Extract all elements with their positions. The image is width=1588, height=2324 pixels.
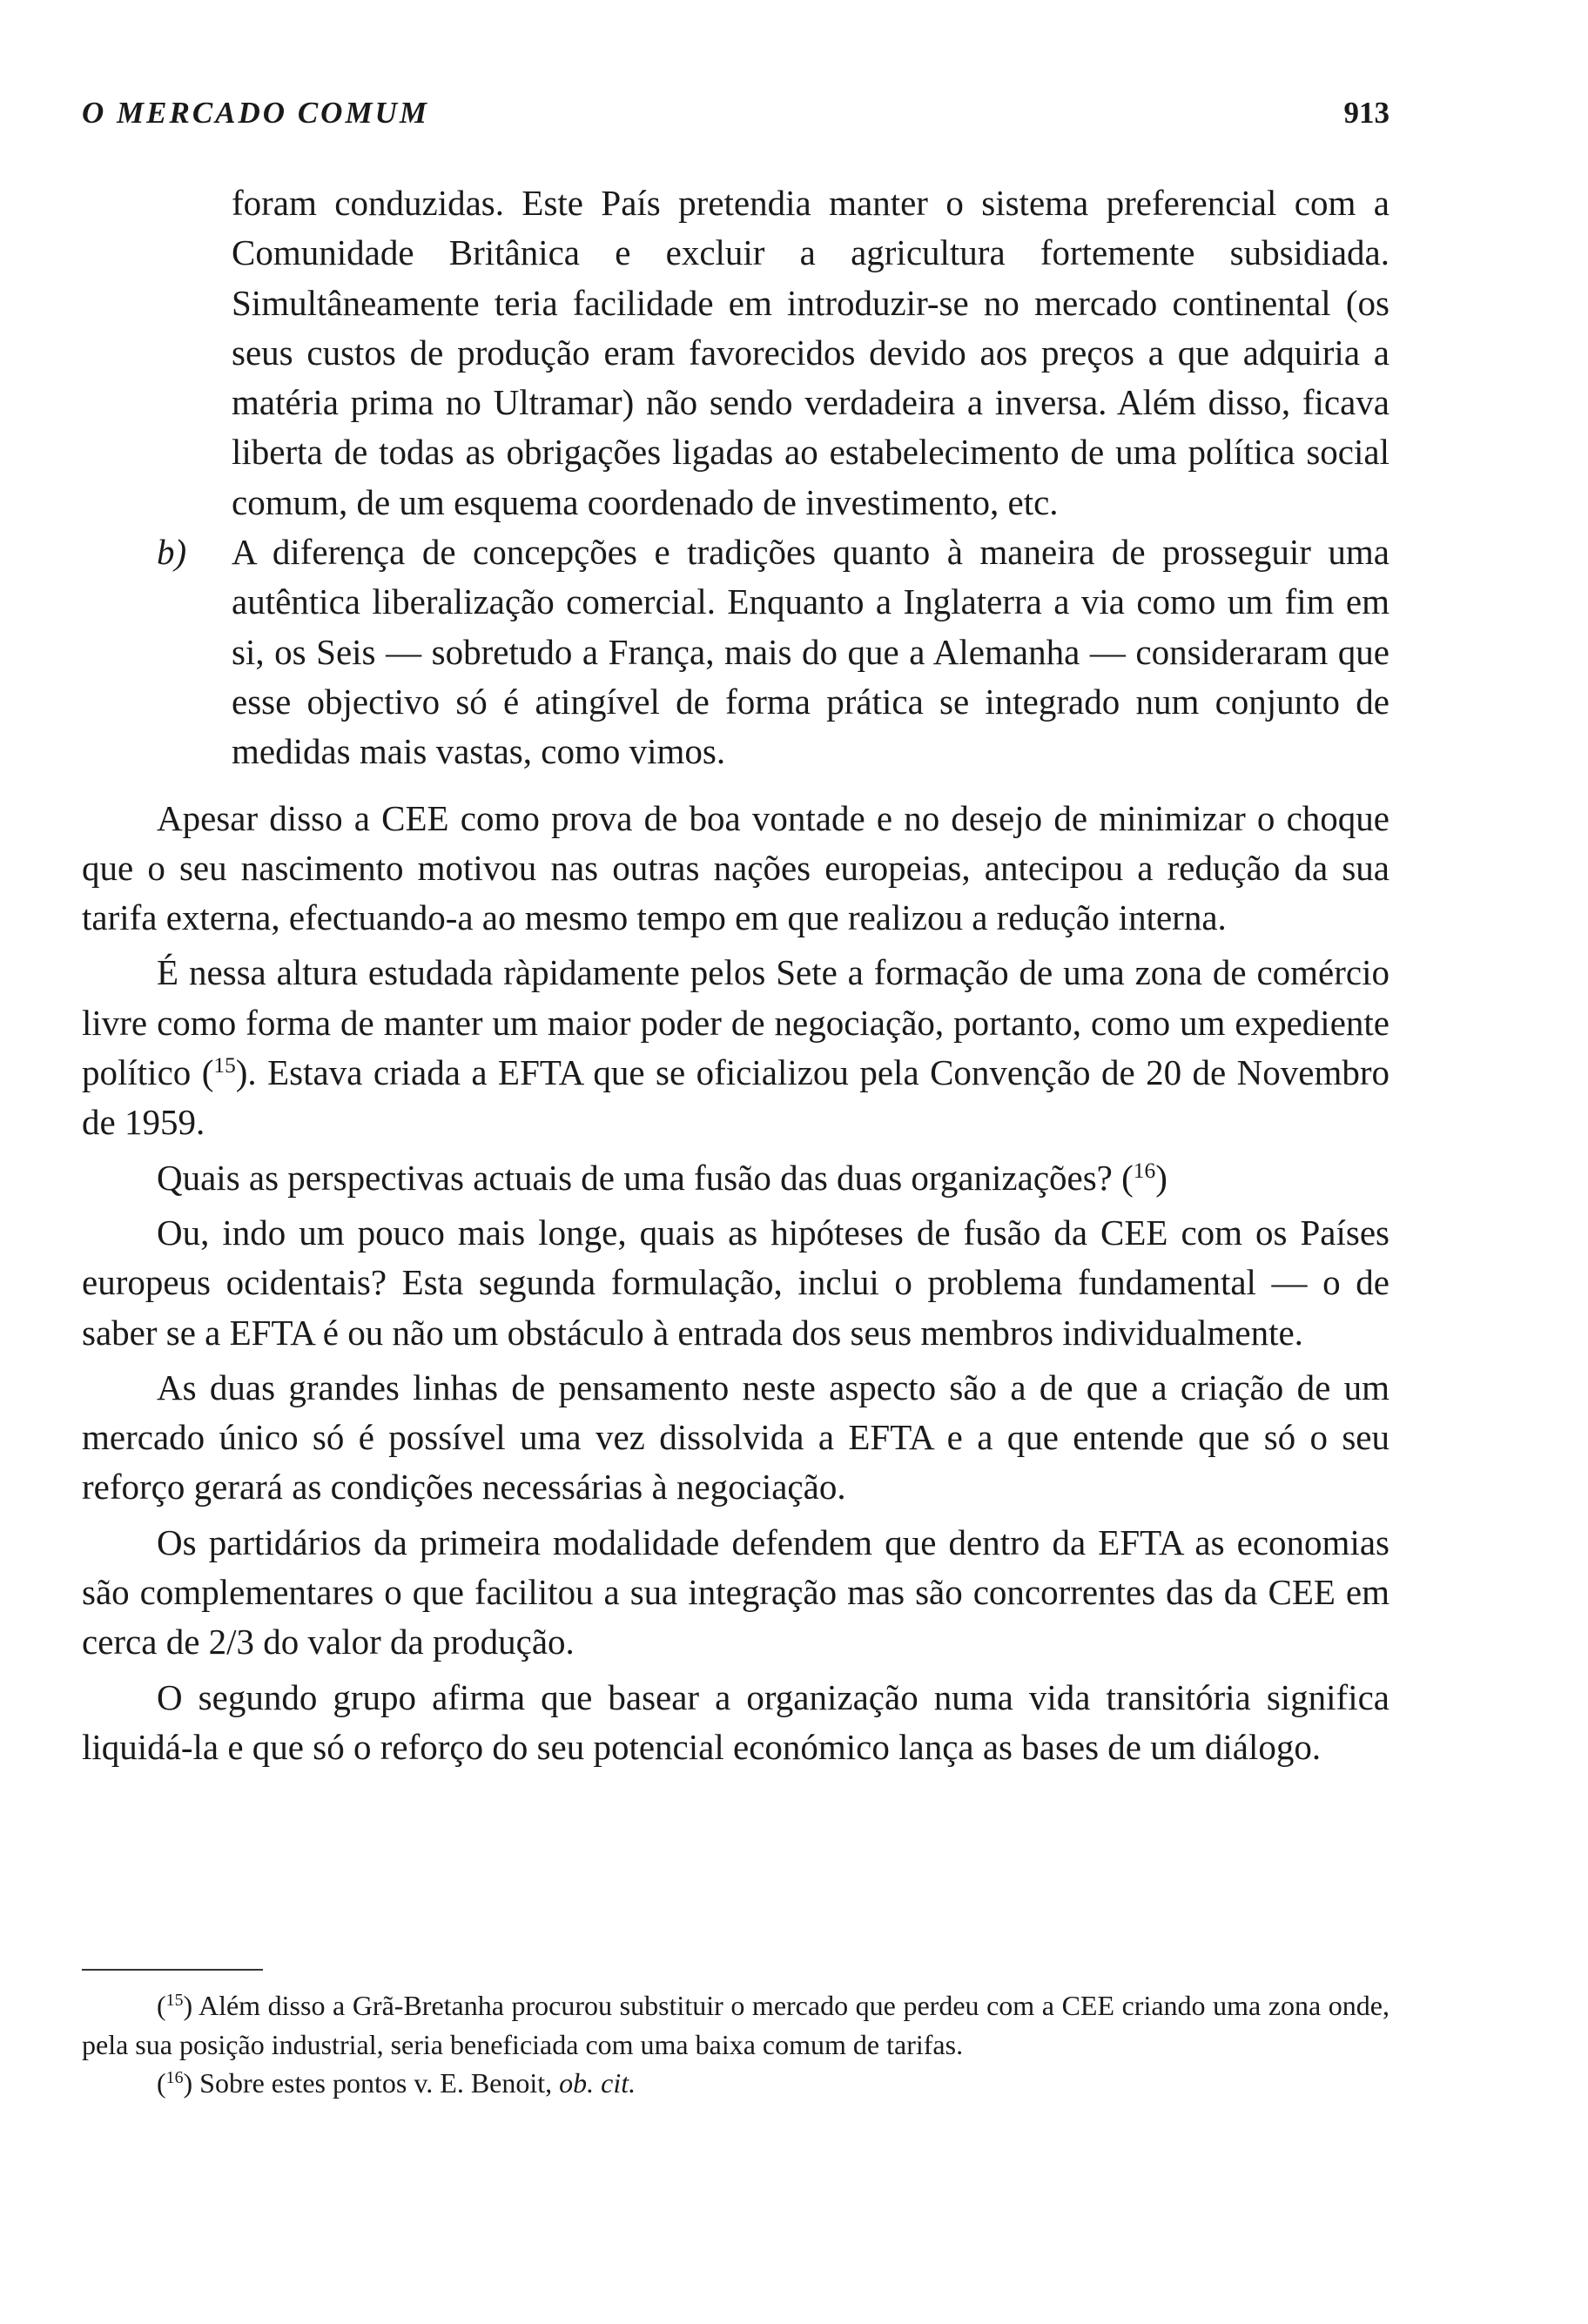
paragraph-2-text-b: ). Estava criada a EFTA que se oficializou pela Convenção de 20 de Novembro de 1959. xyxy=(82,1052,1390,1143)
footnote-ref-16: 16 xyxy=(1133,1158,1156,1183)
body-text xyxy=(82,178,1390,1772)
footnote-15-text: Além disso a Grã-Bretanha procurou substituir o mercado que perdeu com a CEE criando uma zona onde, pela sua posição industrial, seria beneficiada com uma baixa comum de tarifas. xyxy=(82,1990,1390,2060)
running-title: O MERCADO COMUM xyxy=(82,96,429,130)
footnote-15-number: 15 xyxy=(165,1991,184,2011)
paragraph-6: Os partidários da primeira modalidade defendem que dentro da EFTA as economias são complementares o que facilitou a sua integração mas são concorrentes das da CEE em cerca de 2/3 do valor da produção. xyxy=(82,1521,1390,1662)
paragraph-7: O segundo grupo afirma que basear a organização numa vida transitória significa liquidá-la e que só o reforço do seu potencial económico lança as bases de um diálogo. xyxy=(82,1676,1390,1767)
footnote-15: ($^{15}$) Além disso a Grã-Bretanha procurou substituir o mercado que perdeu com a CEE criando uma zona onde, pela sua posição industrial, seria beneficiada com uma baixa comum de tarifas. xyxy=(82,1990,1390,2060)
page-number: 913 xyxy=(1343,96,1390,130)
footnote-16-text: Sobre estes pontos v. E. Benoit, xyxy=(199,2067,553,2099)
footnote-16-number: 16 xyxy=(165,2068,184,2088)
list-item-marker: b) xyxy=(157,532,187,573)
footnotes xyxy=(82,1986,1390,2103)
paragraph-1: Apesar disso a CEE como prova de boa vontade e no desejo de minimizar o choque que o seu nascimento motivou nas outras nações europeias, antecipou a redução da sua tarifa externa, efectuando-a ao mesmo tempo em que realizou a redução interna. xyxy=(82,797,1390,938)
footnote-ref-15: 15 xyxy=(213,1053,236,1078)
footnote-16: ($^{16}$) Sobre estes pontos v. E. Benoit, ob. cit. xyxy=(157,2067,636,2099)
paragraph-2 xyxy=(82,948,1390,1147)
paragraph-2-text-a: É nessa altura estudada ràpidamente pelos Sete a formação de uma zona de comércio livre como forma de manter um maior poder de negociação, portanto, como um expediente político ( xyxy=(82,952,1390,1093)
paragraph-3-text-b: ) xyxy=(1155,1157,1167,1198)
list-item-text: A diferença de concepções e tradições quanto à maneira de prosseguir uma autêntica liberalização comercial. Enquanto a Inglaterra a via como um fim em si, os Seis — sobretudo a França, mais do que a Alemanha — consideraram que esse objectivo só é atingível de forma prática se integrado num conjunto de medidas mais vastas, como vimos. xyxy=(232,532,1390,772)
list-item-b xyxy=(82,527,1390,776)
footnote-16-citation: ob. cit. xyxy=(559,2067,636,2099)
continuation-paragraph: foram conduzidas. Este País pretendia manter o sistema preferencial com a Comunidade Britânica e excluir a agricultura fortemente subsidiada. Simultâneamente teria facilidade em introduzir-se no mercado continental (os seus custos de produção eram favorecidos devido aos preços a que adquiria a matéria prima no Ultramar) não sendo verdadeira a inversa. Além disso, ficava liberta de todas as obrigações ligadas ao estabelecimento de uma política social comum, de um esquema coordenado de investimento, etc. xyxy=(232,183,1390,522)
paragraph-3-text-a: Quais as perspectivas actuais de uma fusão das duas organizações? ( xyxy=(157,1157,1134,1198)
paragraph-3 xyxy=(82,1153,1390,1203)
footnote-divider xyxy=(82,1969,263,1971)
paragraph-5: As duas grandes linhas de pensamento neste aspecto são a de que a criação de um mercado único só é possível uma vez dissolvida a EFTA e a que entende que só o seu reforço gerará as condições necessárias à negociação. xyxy=(82,1367,1390,1508)
paragraph-4: Ou, indo um pouco mais longe, quais as hipóteses de fusão da CEE com os Países europeus ocidentais? Esta segunda formulação, inclui o problema fundamental — o de saber se a EFTA é ou não um obstáculo à entrada dos seus membros individualmente. xyxy=(82,1212,1390,1353)
page-header xyxy=(82,96,1390,148)
